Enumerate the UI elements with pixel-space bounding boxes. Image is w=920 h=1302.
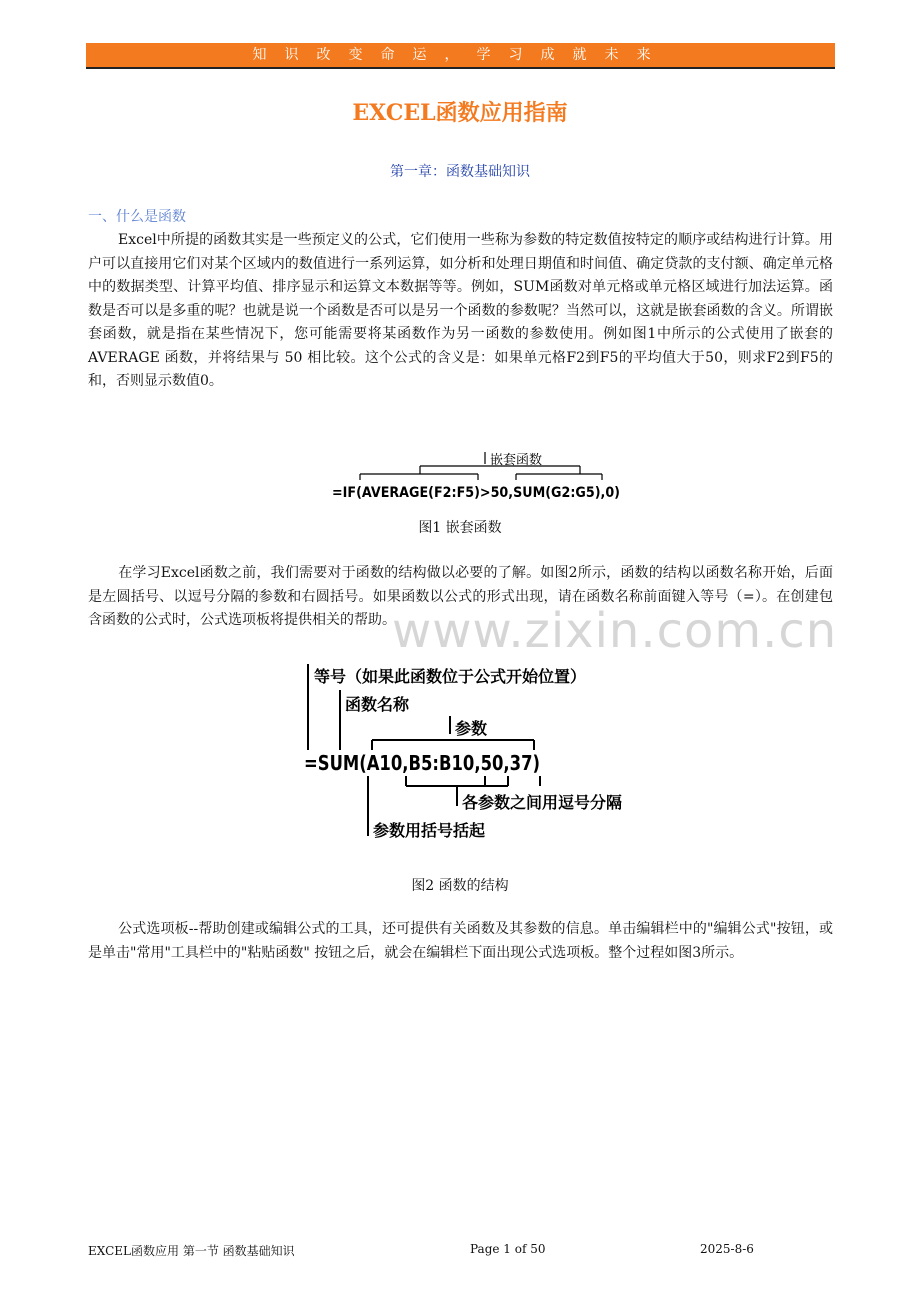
figure2-formula: =SUM(A10,B5:B10,50,37) (304, 751, 540, 775)
watermark: www.zixin.com.cn (392, 603, 838, 659)
paragraph-text: Excel中所提的函数其实是一些预定义的公式，它们使用一些称为参数的特定数值按特定的顺序或结构进行计算。用户可以直接用它们对某个区域内的数值进行一系列运算，如分析和处理日期值和时间值、确定贷款的支付额、确定单元格中的数据类型、计算平均值、排序显示和运算文本数据等等。例如，SUM函数对单元格或单元格区域进行加法运算。函数是否可以是多重的呢？也就是说一个函数是否可以是另一个函数的参数呢？当然可以，这就是嵌套函数的含义。所谓嵌套函数，就是指在某些情况下，您可能需要将某函数作为另一函数的参数使用。例如图1中所示的公式使用了嵌套的 AVERAGE 函数，并将结果与 50 相比较。这个公式的含义是：如果单元格F2到F5的平均值大于50，则求F2到F5的和，否则显示数值0。 (88, 232, 833, 389)
paragraph-formula-palette (88, 918, 833, 965)
figure-function-structure (300, 660, 660, 850)
footer-left: EXCEL函数应用 第一节 函数基础知识 (88, 1244, 295, 1258)
figure2-label-comma: 各参数之间用逗号分隔 (462, 793, 623, 812)
figure1-caption: 图1 嵌套函数 (418, 520, 502, 536)
figure2-caption: 图2 函数的结构 (411, 878, 509, 894)
figure2-label-args: 参数 (455, 719, 488, 738)
chapter-heading: 第一章：函数基础知识 (390, 164, 530, 180)
paragraph-text: 在学习Excel函数之前，我们需要对于函数的结构做以必要的了解。如图2所示，函数的结构以函数名称开始，后面是左圆括号、以逗号分隔的参数和右圆括号。如果函数以公式的形式出现，请在函数名称前面键入等号（=）。在创建包含函数的公式时，公式选项板将提供相关的帮助。 (88, 565, 833, 628)
document-title: EXCEL函数应用指南 (352, 100, 568, 126)
section-heading: 一、什么是函数 (88, 209, 186, 225)
figure-nested-function (330, 446, 630, 504)
figure2-label-paren: 参数用括号括起 (373, 821, 486, 840)
figure1-label: 嵌套函数 (490, 453, 543, 468)
footer-page-number: Page 1 of 50 (470, 1242, 546, 1256)
figure2-label-equals: 等号（如果此函数位于公式开始位置） (314, 667, 587, 686)
header-banner: 知识改变命运，学习成就未来 (86, 43, 835, 69)
footer-date: 2025-8-6 (700, 1242, 754, 1256)
figure2-label-name: 函数名称 (345, 695, 410, 714)
paragraph-text: 公式选项板--帮助创建或编辑公式的工具，还可提供有关函数及其参数的信息。单击编辑栏中的"编辑公式"按钮，或是单击"常用"工具栏中的"粘贴函数" 按钮之后，就会在编辑栏下面出现公式选项板。整个过程如图3所示。 (88, 921, 833, 961)
paragraph-what-is-function (88, 229, 833, 394)
figure1-formula: =IF(AVERAGE(F2:F5)>50,SUM(G2:G5),0) (332, 485, 620, 501)
